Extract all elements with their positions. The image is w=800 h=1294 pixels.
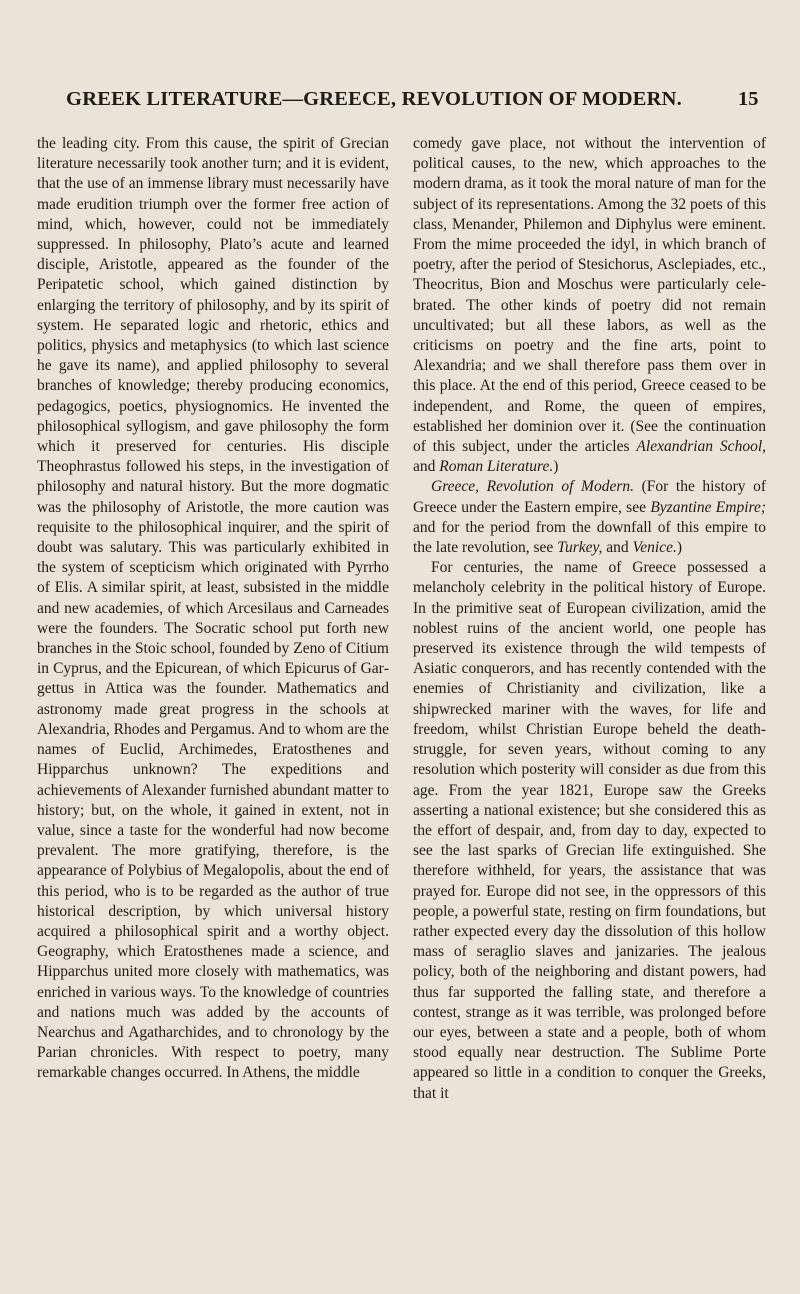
text-run: and	[602, 539, 633, 557]
text-run: and for the period from the downfall of this empire to the late revolution, see	[413, 518, 766, 557]
text-run: )	[676, 539, 683, 557]
paragraph: For centuries, the name of Greece possessed a melancholy celebrity in the political history of Europe. In the primitive seat of European civilization, amid the noblest ruins of the ancient world, one people has preserved its existence through the wild tempests of Asiatic conquerors, and has recently contended with the enemies of Christianity and civilization, like a shipwrecked mariner with the waves, for life and freedom, whilst Christian Europe beheld the death-struggle, for seven years, without coming to any resolution which posterity will consider as due from this age. From the year 1821, Europe saw the Greeks asserting a national existence; but she considered this as the effort of despair, and, from day to day, expected to see the last sparks of Grecian life extinguished. She therefore withheld, for years, the assistance that was prayed for. Europe did not see, in the oppressors of this people, a powerful state, resting on firm foundations, but rather expected every day the dissolution of this hollow mass of seraglio slaves and janizaries. The jealous policy, both of the neighboring and distant powers, had thus far supported the falling state, and therefore a contest, strange as it was terrible, was prolonged before our eyes, between a state and a people, both of whom stood equally near destruction. The Sublime Porte appeared so little in a condition to conquer the Greeks, that it	[413, 559, 766, 1102]
page-header	[0, 88, 800, 120]
left-column	[37, 134, 389, 1084]
right-column	[413, 134, 766, 1104]
article-heading: Greece, Revolution of Modern.	[431, 478, 634, 496]
text-run: and	[413, 458, 440, 476]
cross-reference: Alexandrian School,	[636, 438, 766, 456]
text-run: comedy gave place, not without the intervention of political causes, to the new, which approaches to the modern drama, as it took the moral nature of man for the subject of its representations. Among the 32 poets of this class, Menander, Philemon and Diphylus were eminent. From the mime proceeded the idyl, in which branch of poetry, after the period of Stesichorus, Asclepiades, etc., Theocritus, Bion and Moschus were particularly celebrated. The other kinds of poetry did not remain uncultivated; but all these labors, as well as the criticisms on poetry and the fine arts, point to Alexandria; and we shall therefore pass them over in this place. At the end of this period, Greece ceased to be independent, and Rome, the queen of empires, established her dominion over it. (See the continuation of this subject, under the articles	[413, 135, 766, 456]
cross-reference: Byzantine Empire;	[650, 498, 767, 516]
page-number: 15	[738, 88, 759, 110]
text-run: (For the history of Greece under the Eastern empire, see	[413, 478, 766, 516]
paragraph: the leading city. From this cause, the spirit of Grecian literature necessarily took another turn; and it is evident, that the use of an immense library must necessarily have made erudition triumph over the former free action of mind, which, however, could not be immediately suppressed. In philosophy, Plato’s acute and learned disciple, Aristotle, appeared as the founder of the Peripatetic school, which gained distinction by enlarging the territory of philosophy, and by its spirit of system. He separated logic and rhetoric, ethics and politics, physics and metaphysics (to which last science he gave its name), and applied philosophy to several branches of knowledge; thereby producing economics, pedagogics, poetics, physiognomics. He invented the philosophical syllogism, and gave philosophy the form which it preserved for centuries. His disciple Theophrastus followed his steps, in the investigation of philosophy and natural history. But the more dogmatic was the philosophy of Aristotle, the more caution was requisite to the philosophical inquirer, and the spirit of doubt was salutary. This was particularly exhibited in the system of scepticism which originated with Pyrrho of Elis. A similar spirit, at least, subsisted in the middle and new academies, of which Arcesilaus and Carneades were the founders. The Socratic school put forth new branches in the Stoic school, founded by Zeno of Citium in Cyprus, and the Epicurean, of which Epicurus of Gargettus in Attica was the founder. Mathematics and astronomy made great progress in the schools at Alexandria, Rhodes and Pergamus. And to whom are the names of Euclid, Archimedes, Eratosthenes and Hipparchus unknown? The expeditions and achievements of Alexander furnished abundant matter to history; but, on the whole, it gained in extent, not in value, since a taste for the wonderful had now become prevalent. The more gratifying, therefore, is the appearance of Polybius of Megalopolis, about the end of this period, who is to be regarded as the author of true historical description, by which universal history acquired a philosophical spirit and a worthy object. Geography, which Eratosthenes made a science, and Hipparchus united more closely with mathematics, was enriched in various ways. To the knowledge of countries and nations much was added by the accounts of Nearchus and Agatharchides, and to chronology by the Parian chronicles. With respect to poetry, many remarkable changes occurred. In Athens, the middle	[37, 135, 389, 1082]
running-title: GREEK LITERATURE—GREECE, REVOLUTION OF MODERN.	[66, 88, 682, 110]
cross-reference: Roman Literature.	[439, 458, 554, 476]
paragraph	[413, 134, 766, 477]
paragraph	[413, 477, 766, 558]
text-run: )	[553, 458, 559, 476]
cross-reference: Turkey,	[557, 539, 603, 557]
cross-reference: Venice.	[632, 539, 677, 557]
